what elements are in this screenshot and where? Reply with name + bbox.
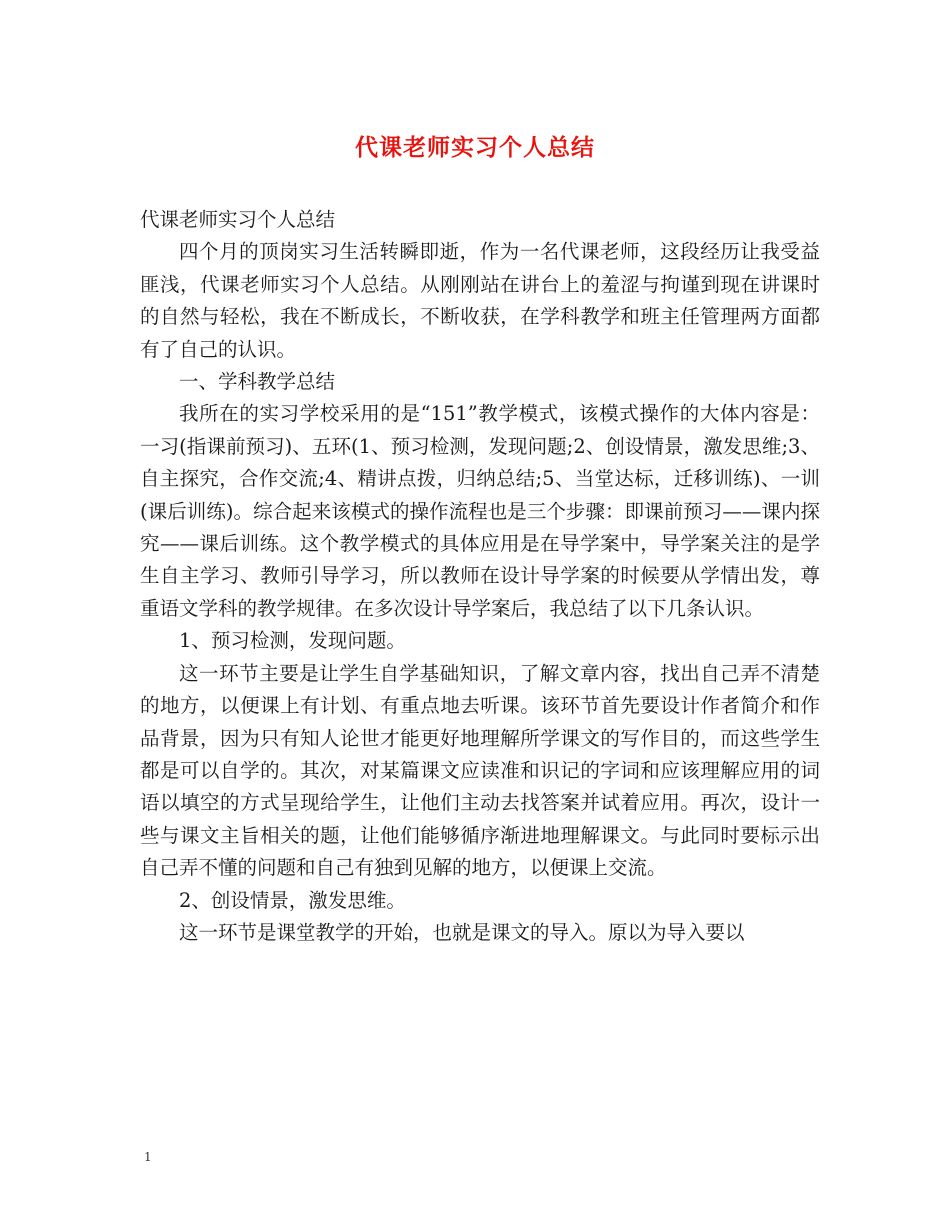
- page-number: 1: [144, 1150, 152, 1164]
- paragraph-preview: 这一环节主要是让学生自学基础知识，了解文章内容，找出自己弄不清楚的地方，以便课上有计划、有重点地去听课。该环节首先要设计作者简介和作品背景，因为只有知人论世才能更好地理解所学课文的写作目的，而这些学生都是可以自学的。其次，对某篇课文应读准和识记的字词和应该理解应用的词语以填空的方式呈现给学生，让他们主动去找答案并试着应用。再次，设计一些与课文主旨相关的题，让他们能够循序渐进地理解课文。与此同时要标示出自己弄不懂的问题和自己有独到见解的地方，以便课上交流。: [140, 661, 820, 880]
- subheading-preview: 1、预习检测，发现问题。: [179, 629, 406, 653]
- subheading-scenario: 2、创设情景，激发思维。: [179, 888, 406, 912]
- paragraph-intro: 四个月的顶岗实习生活转瞬即逝，作为一名代课老师，这段经历让我受益匪浅，代课老师实习个人总结。从刚刚站在讲台上的羞涩与拘谨到现在讲课时的自然与轻松，我在不断成长，不断收获，在学科教学和班主任管理两方面都有了自己的认识。: [140, 240, 820, 361]
- document-body: [140, 204, 820, 949]
- section-heading-teaching: 一、学科教学总结: [179, 370, 336, 394]
- document-title: 代课老师实习个人总结: [355, 134, 595, 161]
- paragraph-scenario: 这一环节是课堂教学的开始，也就是课文的导入。原以为导入要以: [179, 920, 745, 944]
- paragraph-model: 我所在的实习学校采用的是“151”教学模式，该模式操作的大体内容是：一习(指课前预习)、五环(1、预习检测，发现问题;2、创设情景，激发思维;3、自主探究，合作交流;4、精讲点拨，归纳总结;5、当堂达标，迁移训练)、一训(课后训练)。综合起来该模式的操作流程也是三个步骤：即课前预习——课内探究——课后训练。这个教学模式的具体应用是在导学案中，导学案关注的是学生自主学习、教师引导学习，所以教师在设计导学案的时候要从学情出发，尊重语文学科的教学规律。在多次设计导学案后，我总结了以下几条认识。: [140, 402, 820, 620]
- document-subtitle: 代课老师实习个人总结: [140, 208, 336, 231]
